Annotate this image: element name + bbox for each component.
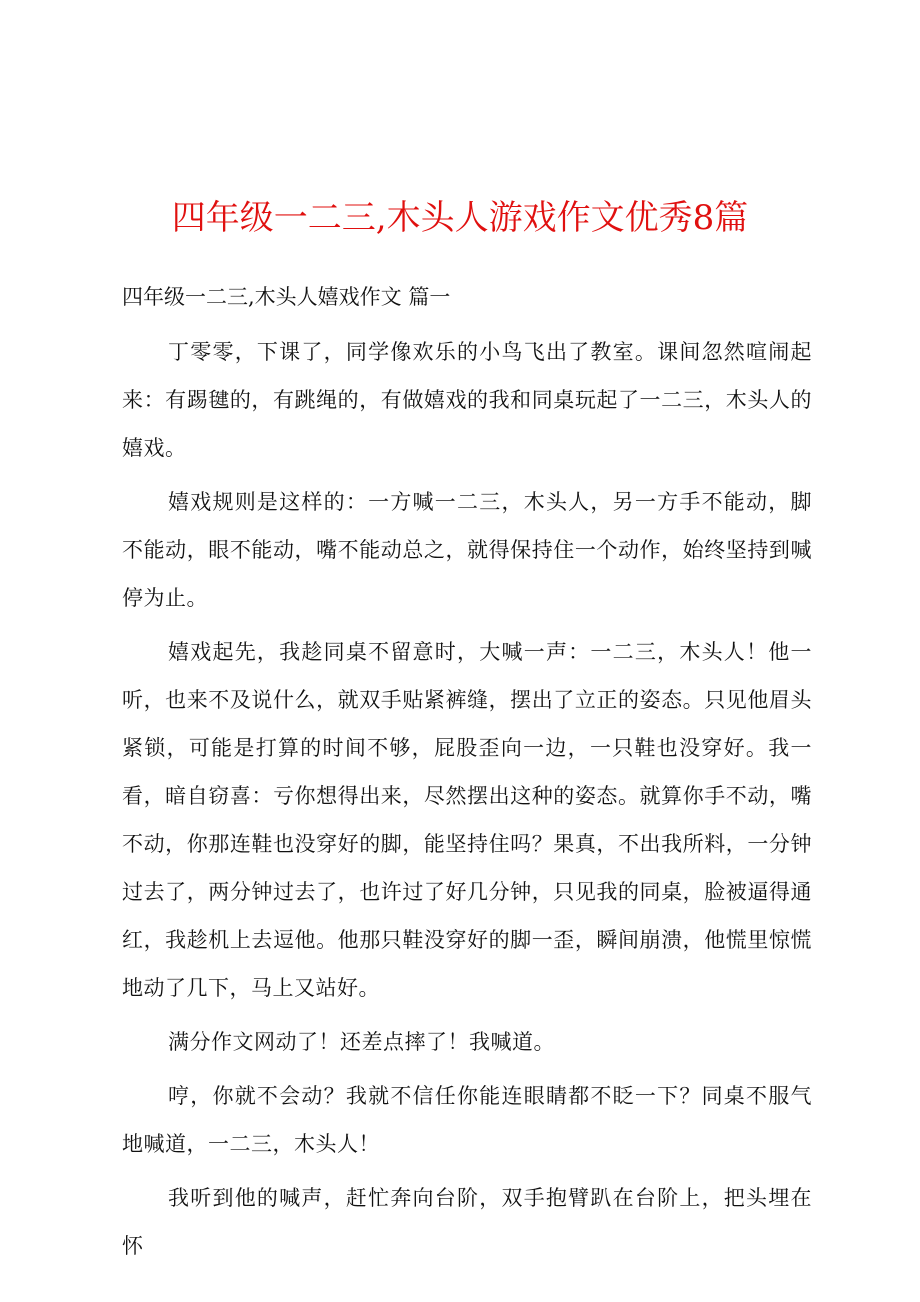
paragraph: 满分作文网动了！还差点摔了！我喊道。 [168,1030,555,1054]
document-title: 四年级一二三,木头人游戏作文优秀8篇 [171,198,749,238]
document-body [122,282,812,1270]
paragraph: 嬉戏规则是这样的：一方喊一二三，木头人，另一方手不能动，脚不能动，眼不能动，嘴不能动总之，就得保持住一个动作，始终坚持到喊停为止。 [122,490,812,610]
paragraph: 我听到他的喊声，赶忙奔向台阶，双手抱臂趴在台阶上，把头埋在怀 [122,1186,812,1258]
paragraph: 哼，你就不会动？我就不信任你能连眼睛都不眨一下？同桌不服气地喊道，一二三，木头人！ [122,1084,812,1156]
section-heading: 四年级一二三,木头人嬉戏作文 篇一 [122,285,451,309]
paragraph: 丁零零，下课了，同学像欢乐的小鸟飞出了教室。课间忽然喧闹起来：有踢毽的，有跳绳的，有做嬉戏的我和同桌玩起了一二三，木头人的嬉戏。 [122,340,812,460]
paragraph: 嬉戏起先，我趁同桌不留意时，大喊一声：一二三，木头人！他一听，也来不及说什么，就双手贴紧裤缝，摆出了立正的姿态。只见他眉头紧锁，可能是打算的时间不够，屁股歪向一边，一只鞋也没穿好。我一看，暗自窃喜：亏你想得出来，尽然摆出这种的姿态。就算你手不动，嘴不动，你那连鞋也没穿好的脚，能坚持住吗？果真，不出我所料，一分钟过去了，两分钟过去了，也许过了好几分钟，只见我的同桌，脸被逼得通红，我趁机上去逗他。他那只鞋没穿好的脚一歪，瞬间崩溃，他慌里惊慌地动了几下，马上又站好。 [122,640,812,1000]
